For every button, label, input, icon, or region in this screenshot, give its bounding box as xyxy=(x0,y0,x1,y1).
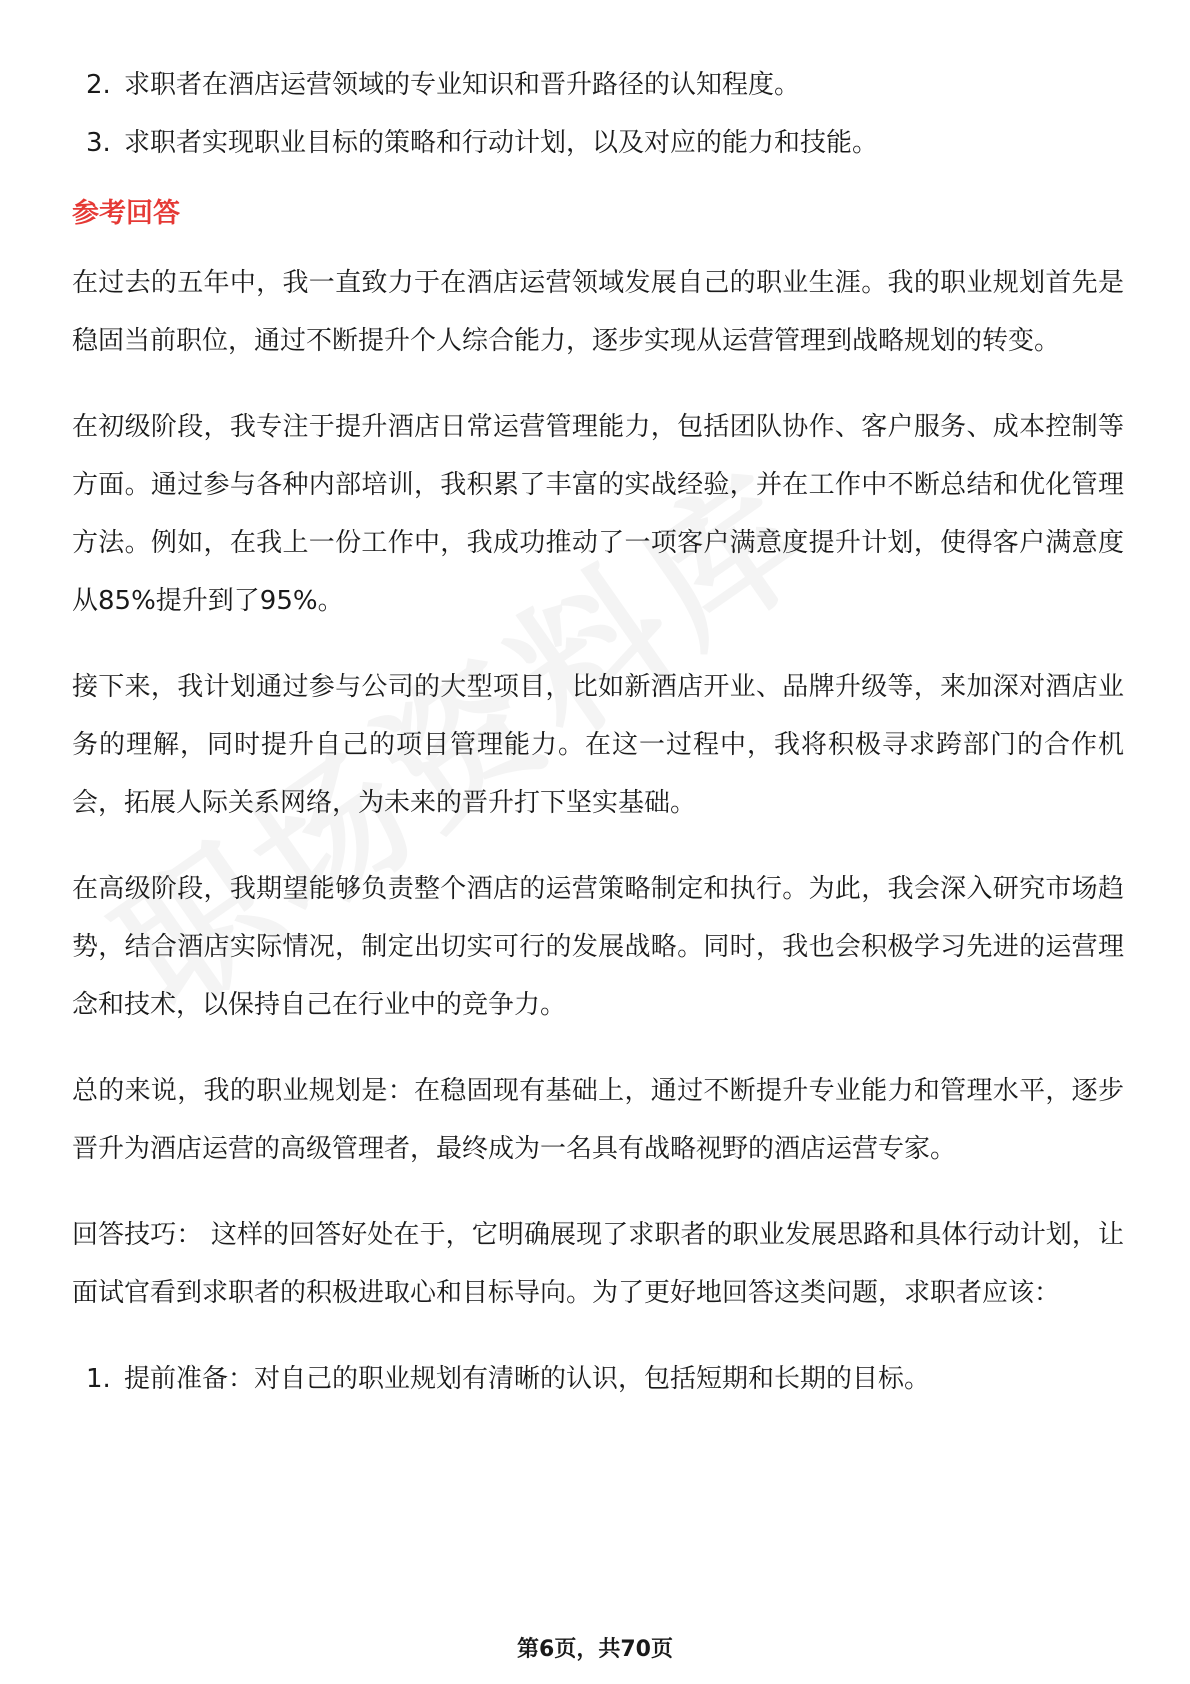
paragraph: 接下来，我计划通过参与公司的大型项目，比如新酒店开业、品牌升级等，来加深对酒店业务的理解，同时提升自己的项目管理能力。在这一过程中，我将积极寻求跨部门的合作机会，拓展人际关系网络，为未来的晋升打下坚实基础。 xyxy=(72,672,1124,818)
list-text: 求职者在酒店运营领域的专业知识和晋升路径的认知程度。 xyxy=(124,70,801,100)
paragraph: 总的来说，我的职业规划是：在稳固现有基础上，通过不断提升专业能力和管理水平，逐步晋升为酒店运营的高级管理者，最终成为一名具有战略视野的酒店运营专家。 xyxy=(72,1076,1124,1164)
page-footer: 第6页，共70页 xyxy=(517,1637,673,1662)
list-number: 3. xyxy=(86,128,111,158)
answer-tips-paragraph: 回答技巧： 这样的回答好处在于，它明确展现了求职者的职业发展思路和具体行动计划，让面试官看到求职者的积极进取心和目标导向。为了更好地回答这类问题，求职者应该： xyxy=(72,1220,1124,1308)
list-text: 提前准备：对自己的职业规划有清晰的认识，包括短期和长期的目标。 xyxy=(124,1364,931,1394)
document-body xyxy=(72,56,1124,1408)
paragraph: 在高级阶段，我期望能够负责整个酒店的运营策略制定和执行。为此，我会深入研究市场趋势，结合酒店实际情况，制定出切实可行的发展战略。同时，我也会积极学习先进的运营理念和技术，以保持自己在行业中的竞争力。 xyxy=(72,874,1124,1020)
list-number: 1. xyxy=(86,1364,111,1394)
list-item xyxy=(72,1350,1124,1408)
list-text: 求职者实现职业目标的策略和行动计划，以及对应的能力和技能。 xyxy=(124,128,879,158)
reference-answer-heading: 参考回答 xyxy=(72,198,180,229)
paragraph: 在初级阶段，我专注于提升酒店日常运营管理能力，包括团队协作、客户服务、成本控制等方面。通过参与各种内部培训，我积累了丰富的实战经验，并在工作中不断总结和优化管理方法。例如，在我上一份工作中，我成功推动了一项客户满意度提升计划，使得客户满意度从85%提升到了95%。 xyxy=(72,412,1124,616)
list-item xyxy=(72,56,1124,114)
paragraph: 在过去的五年中，我一直致力于在酒店运营领域发展自己的职业生涯。我的职业规划首先是稳固当前职位，通过不断提升个人综合能力，逐步实现从运营管理到战略规划的转变。 xyxy=(72,268,1124,356)
list-item xyxy=(72,114,1124,172)
list-number: 2. xyxy=(86,70,111,100)
